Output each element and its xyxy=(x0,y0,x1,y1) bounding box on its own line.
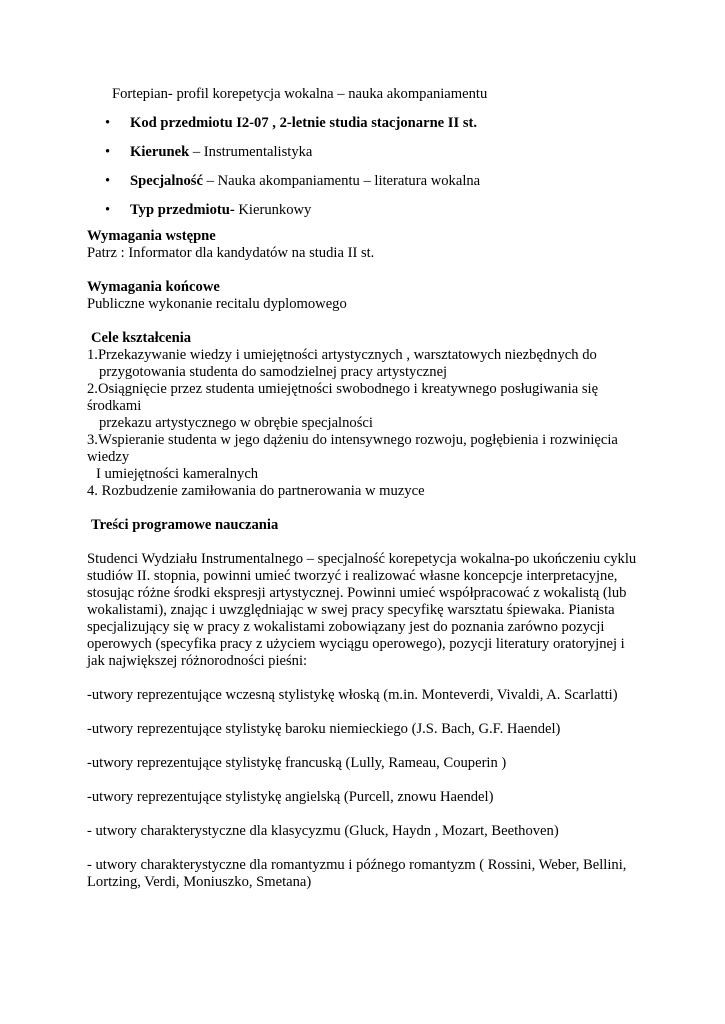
bullet-icon: • xyxy=(105,144,111,160)
bullet-icon: • xyxy=(105,115,111,131)
document-page xyxy=(87,86,662,891)
value: – Nauka akompaniamentu – literatura wokalna xyxy=(202,173,481,189)
content-item: -utwory reprezentujące stylistykę baroku niemieckiego (J.S. Bach, G.F. Haendel) xyxy=(87,721,561,737)
content-paragraph xyxy=(87,551,662,670)
section-text: Publiczne wykonanie recitalu dyplomowego xyxy=(87,296,347,312)
value: – Instrumentalistyka xyxy=(189,144,313,160)
section-heading: Wymagania końcowe xyxy=(87,279,220,295)
goal-line: 1.Przekazywanie wiedzy i umiejętności artystycznych , warsztatowych niezbędnych do xyxy=(87,347,597,363)
section-prerequisites xyxy=(87,228,662,262)
list-item xyxy=(87,115,662,132)
content-item: -utwory reprezentujące wczesną stylistykę włoską (m.in. Monteverdi, Vivaldi, A. Scarlatti) xyxy=(87,687,618,703)
paragraph-line: specjalizujący się w pracy z wokalistami zobowiązany jest do poznania zarówno pozycji xyxy=(87,619,605,635)
section-final-requirements xyxy=(87,279,662,313)
label: Typ przedmiotu- xyxy=(130,202,235,218)
section-program-content xyxy=(87,517,662,891)
goal-line: 3.Wspieranie studenta w jego dążeniu do intensywnego rozwoju, pogłębienia i rozwinięcia xyxy=(87,432,618,448)
section-heading: Cele kształcenia xyxy=(91,330,192,346)
label: Kierunek xyxy=(130,144,190,160)
bullet-icon: • xyxy=(105,173,111,189)
goal-line: I umiejętności kameralnych xyxy=(96,466,259,482)
goal-line: przekazu artystycznego w obrębie specjalności xyxy=(99,415,373,431)
paragraph-line: stosując różne środki ekspresji artystycznej. Powinni umieć współpracować z wokalistą (lub xyxy=(87,585,627,601)
goal-line: 2.Osiągnięcie przez studenta umiejętności swobodnego i kreatywnego posługiwania się xyxy=(87,381,599,397)
goal-line: 4. Rozbudzenie zamiłowania do partnerowania w muzyce xyxy=(87,483,425,499)
paragraph-line: operowych (specyfika pracy z użyciem wyciągu operowego), pozycji literatury oratoryjnej i xyxy=(87,636,625,652)
section-goals xyxy=(87,330,662,500)
label: Specjalność xyxy=(130,173,203,189)
goal-line: wiedzy xyxy=(87,449,130,465)
paragraph-line: studiów II. stopnia, powinni umieć tworzyć i realizować własne koncepcje interpretacyjne, xyxy=(87,568,618,584)
course-info-list xyxy=(87,115,662,219)
content-item: -utwory reprezentujące stylistykę angielską (Purcell, znowu Haendel) xyxy=(87,789,494,805)
value: Kierunkowy xyxy=(234,202,312,218)
paragraph-line: Studenci Wydziału Instrumentalnego – specjalność korepetycja wokalna-po ukończeniu cyklu xyxy=(87,551,637,567)
section-heading: Treści programowe nauczania xyxy=(91,517,279,533)
content-item: - utwory charakterystyczne dla romantyzmu i późnego romantyzm ( Rossini, Weber, Bellini, xyxy=(87,857,627,873)
label: Kod przedmiotu I2-07 , 2-letnie studia stacjonarne II st. xyxy=(130,115,478,131)
content-item-continuation: Lortzing, Verdi, Moniuszko, Smetana) xyxy=(87,874,312,890)
list-item xyxy=(87,173,662,190)
content-item: - utwory charakterystyczne dla klasycyzmu (Gluck, Haydn , Mozart, Beethoven) xyxy=(87,823,559,839)
paragraph-line: wokalistami), znając i uwzględniając w swej pracy specyfikę warsztatu śpiewaka. Pianista xyxy=(87,602,615,618)
section-heading: Wymagania wstępne xyxy=(87,228,216,244)
list-item xyxy=(87,202,662,219)
goal-line: środkami xyxy=(87,398,142,414)
bullet-icon: • xyxy=(105,202,111,218)
list-item xyxy=(87,144,662,161)
document-intro: Fortepian- profil korepetycja wokalna – nauka akompaniamentu xyxy=(112,86,488,102)
paragraph-line: jak największej różnorodności pieśni: xyxy=(87,653,308,669)
goal-line: przygotowania studenta do samodzielnej pracy artystycznej xyxy=(99,364,448,380)
section-text: Patrz : Informator dla kandydatów na studia II st. xyxy=(87,245,375,261)
content-item: -utwory reprezentujące stylistykę francuską (Lully, Rameau, Couperin ) xyxy=(87,755,507,771)
